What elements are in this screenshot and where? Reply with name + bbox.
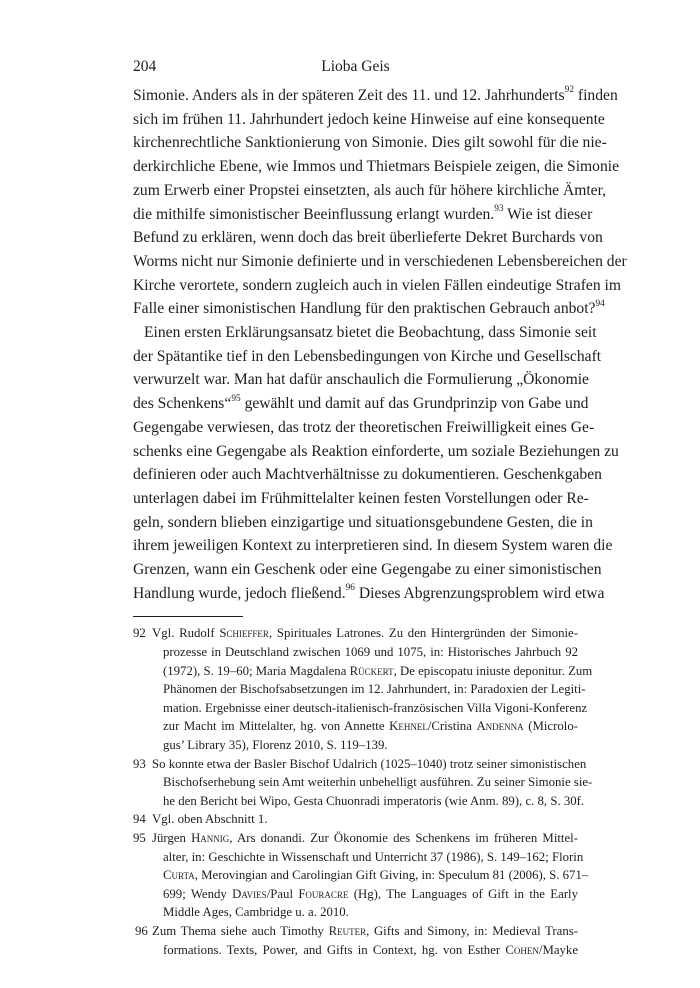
line-text: des Schenkens“ (133, 395, 232, 413)
footnote-number: 92 (133, 626, 146, 641)
footnote-ref[interactable]: 94 (595, 298, 605, 309)
text-line (133, 463, 602, 487)
footnote-line (152, 717, 578, 736)
text-line (133, 108, 605, 132)
footnote-text: Phänomen der Bischofsabsetzungen im 12. Jahrhundert, in: Paradoxien der Legiti- (163, 682, 586, 697)
footnote-number: 93 (133, 756, 146, 771)
paragraph-1 (133, 84, 627, 321)
footnote-line (152, 755, 587, 774)
footnote-text: (Microlo- (523, 719, 578, 734)
footnote-text: , Gifts and Simony, in: Medieval Trans- (366, 923, 578, 938)
footnote-text: , Merovingian and Carolingian Gift Giving, in: Speculum 81 (2006), S. 671– (194, 868, 589, 883)
footnote-ref[interactable]: 96 (345, 583, 355, 594)
text-line (133, 582, 605, 606)
footnote-text: Vgl. oben Abschnitt 1. (152, 812, 268, 827)
text-line (133, 558, 602, 582)
line-text: unterlagen dabei im Frühmittelalter keinen festen Vorstellungen oder Re- (133, 489, 589, 507)
line-text: die mithilfe simonistischer Beeinflussung erlangt wurden. (133, 205, 495, 223)
footnote-text: , Ars donandi. Zur Ökonomie des Schenkens im früheren Mittel- (229, 831, 578, 845)
footnote-number: 95 (133, 831, 146, 845)
author-name: Cohen (505, 942, 539, 957)
footnote-text: gus’ Library 35), Florenz 2010, S. 119–139. (163, 738, 388, 753)
footnote-text: , Spirituales Latrones. Zu den Hintergründen der Simonie- (268, 626, 578, 641)
line-text: Kirche verortete, sondern zugleich auch in vielen Fällen eindeutige Strafen im (133, 276, 621, 294)
footnote-text: prozesse in Deutschland zwischen 1069 und 1075, in: Historisches Jahrbuch 92 (163, 645, 578, 660)
author-name: Davies (232, 886, 267, 901)
text-line (133, 84, 618, 108)
footnote-line (152, 848, 584, 867)
text-line (133, 250, 627, 274)
line-text: verwurzelt war. Man hat dafür anschaulich die Formulierung „Ökonomie (133, 371, 589, 389)
line-text: Handlung wurde, jedoch fließend. (133, 584, 346, 602)
footnote-text: /Paul (266, 886, 299, 901)
footnote-text: zur Macht im Mittelalter, hg. von Annette (163, 719, 390, 734)
text-line (133, 179, 607, 203)
footnote-text: , De episcopatu iniuste deponitur. Zum (393, 663, 593, 678)
footnote-line (152, 885, 578, 904)
line-text: Einen ersten Erklärungsansatz bietet die Beobachtung, dass Simonie seit (144, 324, 597, 342)
line-text: der Spätantike tief in den Lebensbedingungen von Kirche und Gesellschaft (133, 347, 602, 365)
line-text: kirchenrechtliche Sanktionierung von Simonie. Dies gilt sowohl für die nie- (133, 134, 607, 152)
line-text: schenks eine Gegengabe als Reaktion einforderte, um soziale Beziehungen zu (133, 442, 619, 460)
footnote-line (152, 792, 585, 811)
text-line (133, 345, 602, 369)
footnote-line (152, 773, 593, 792)
author-name: Fouracre (298, 886, 349, 901)
text-line (133, 297, 605, 321)
footnote-number: 94 (133, 812, 146, 827)
footnote-text: (1972), S. 19–60; Maria Magdalena (163, 663, 350, 678)
footnote-number: 96 (135, 923, 148, 938)
footnote (133, 922, 578, 959)
footnote-line (152, 624, 578, 643)
footnote-line (152, 643, 578, 662)
footnote-separator (133, 616, 243, 617)
footnote-text: Zum Thema siehe auch Timothy (152, 923, 329, 938)
footnote-line (152, 941, 578, 960)
text-line (133, 368, 589, 392)
footnote-text: alter, in: Geschichte in Wissenschaft und Unterricht 37 (1986), S. 149–162; Florin (163, 849, 584, 864)
footnote-text: So konnte etwa der Basler Bischof Udalrich (1025–1040) trotz seiner simonistischen (152, 756, 587, 771)
footnote-text: 699; Wendy (163, 886, 233, 901)
line-text: geln, sondern blieben einzigartige und situationsgebundene Gesten, die in (133, 513, 593, 531)
author-name: Andenna (476, 719, 524, 734)
text-line (133, 131, 607, 155)
paragraph-2 (133, 321, 619, 605)
footnote-text: Jürgen (152, 831, 192, 845)
text-line (133, 487, 589, 511)
text-line (133, 416, 595, 440)
footnote-line (152, 866, 589, 885)
text-line (133, 392, 589, 416)
footnote-line (152, 736, 578, 755)
footnote-text: mation. Ergebnisse einer deutsch-italienisch-französischen Villa Vigoni-Konferenz (163, 700, 588, 715)
line-text: Worms nicht nur Simonie definierte und in verschiedenen Lebensbereichen der (133, 252, 627, 270)
footnote (133, 829, 589, 922)
line-text-after: finden (574, 87, 618, 104)
line-text: zum Erwerb einer Propstei einsetzten, als auch für höhere kirchliche Ämter, (133, 181, 607, 199)
footnote-ref[interactable]: 92 (564, 85, 574, 96)
text-line (133, 321, 597, 345)
footnote (133, 755, 593, 811)
text-line (133, 226, 603, 250)
page-number: 204 (133, 58, 157, 75)
line-text: ihrem jeweiligen Kontext zu interpretieren sind. In diesem System waren die (133, 537, 613, 555)
footnote (133, 810, 578, 829)
text-line (133, 274, 621, 298)
line-text: Simonie. Anders als in der späteren Zeit des 11. und 12. Jahrhunderts (133, 87, 565, 104)
footnote (133, 624, 593, 754)
line-text: derkirchliche Ebene, wie Immos und Thietmars Beispiele zeigen, die Simonie (133, 158, 620, 176)
footnote-text: /Cristina (427, 719, 477, 734)
footnote-text: Middle Ages, Cambridge u. a. 2010. (163, 905, 349, 920)
text-line (133, 203, 593, 227)
line-text-after: Dieses Abgrenzungsproblem wird etwa (354, 584, 605, 602)
running-head: Lioba Geis (321, 58, 390, 75)
text-line (133, 534, 613, 558)
author-name: Rückert (349, 663, 394, 678)
footnotes (133, 624, 593, 959)
author-name: Kehnel (389, 719, 428, 734)
footnote-line (152, 699, 588, 718)
line-text: Befund zu erklären, wenn doch das breit überlieferte Dekret Burchards von (133, 229, 603, 247)
footnote-line (152, 662, 593, 681)
author-name: Curta (163, 868, 195, 883)
footnote-text: /Mayke (538, 942, 578, 957)
line-text: sich im frühen 11. Jahrhundert jedoch keine Hinweise auf eine konsequente (133, 110, 605, 128)
footnote-text: Vgl. Rudolf (152, 626, 220, 641)
line-text: definieren oder auch Machtverhältnisse zu dokumentieren. Geschenkgaben (133, 466, 602, 484)
book-page (133, 50, 627, 959)
footnote-text: he den Bericht bei Wipo, Gesta Chuonradi imperatoris (wie Anm. 89), c. 8, S. 30f. (163, 793, 585, 808)
footnote-ref[interactable]: 95 (231, 393, 241, 404)
footnote-ref[interactable]: 93 (494, 203, 504, 214)
footnote-text: (Hg), The Languages of Gift in the Early (348, 886, 578, 901)
text-line (133, 511, 593, 535)
footnote-line (152, 810, 578, 829)
author-name: Schieffer (219, 626, 269, 641)
footnote-text: formations. Texts, Power, and Gifts in Context, hg. von Esther (163, 942, 506, 957)
footnote-line (152, 680, 586, 699)
line-text: Gegengabe verwiesen, das trotz der theoretischen Freiwilligkeit eines Ge- (133, 418, 595, 436)
footnote-text: Bischofserhebung sein Amt weiterhin unbehelligt ausführen. Zu seiner Simonie sie- (163, 775, 593, 790)
line-text-after: gewählt und damit auf das Grundprinzip von Gabe und (240, 395, 589, 413)
line-text: Grenzen, wann ein Geschenk oder eine Gegengabe zu einer simonistischen (133, 561, 602, 579)
line-text: Falle einer simonistischen Handlung für den praktischen Gebrauch anbot? (133, 300, 596, 318)
author-name: Hannig (191, 831, 230, 845)
line-text-after: Wie ist dieser (503, 205, 593, 223)
main-text (133, 84, 627, 605)
text-line (133, 440, 619, 464)
text-line (133, 155, 620, 179)
footnote-line (152, 922, 578, 941)
footnote-line (152, 829, 578, 848)
author-name: Reuter (328, 923, 367, 938)
footnote-line (152, 903, 578, 922)
page-header (133, 50, 578, 84)
